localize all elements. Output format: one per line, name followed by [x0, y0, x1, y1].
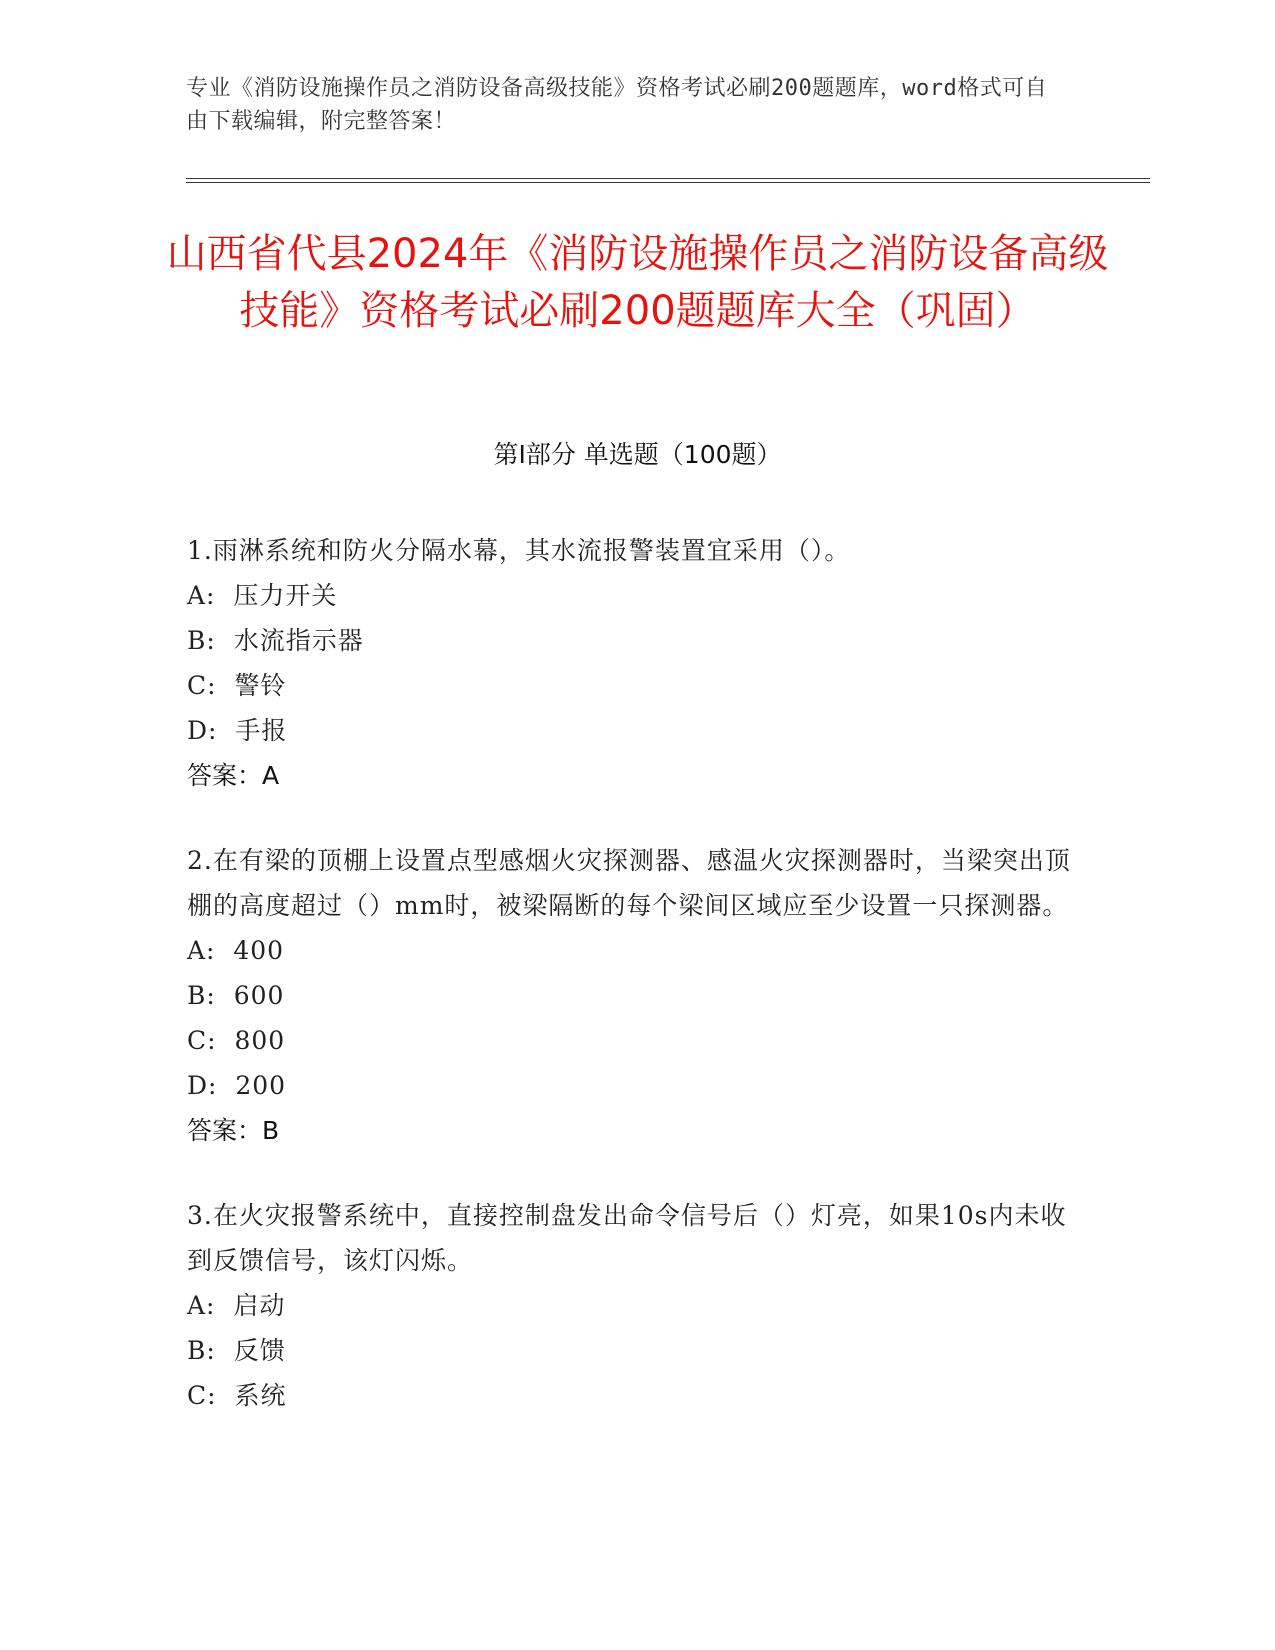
question-stem: 3.在火灾报警系统中，直接控制盘发出命令信号后（）灯亮，如果10s内未收到反馈信号，该灯闪烁。 — [187, 1201, 1067, 1275]
option-b: B: 反馈 — [187, 1336, 286, 1365]
question-2 — [187, 838, 1087, 1153]
option-a: A: 压力开关 — [187, 581, 338, 610]
question-1 — [187, 528, 1087, 798]
header-divider-top — [186, 178, 1150, 179]
option-a: A: 400 — [187, 936, 285, 965]
header-note: 专业《消防设施操作员之消防设备高级技能》资格考试必刷200题题库，word格式可自由下载编辑，附完整答案！ — [186, 76, 1048, 134]
option-d: D: 手报 — [187, 716, 288, 745]
option-b: B: 水流指示器 — [187, 626, 364, 655]
option-d: D: 200 — [187, 1071, 287, 1100]
answer: 答案：B — [187, 1116, 280, 1145]
question-list — [187, 528, 1087, 1458]
header-divider-bottom — [186, 182, 1150, 183]
option-c: C: 系统 — [187, 1381, 287, 1410]
option-c: C: 800 — [187, 1026, 286, 1055]
option-a: A: 启动 — [187, 1291, 286, 1320]
answer: 答案：A — [187, 761, 280, 790]
question-stem: 2.在有梁的顶棚上设置点型感烟火灾探测器、感温火灾探测器时，当梁突出顶棚的高度超过（）mm时，被梁隔断的每个梁间区域应至少设置一只探测器。 — [187, 846, 1071, 920]
option-c: C: 警铃 — [187, 671, 287, 700]
section-title: 第I部分 单选题（100题） — [493, 440, 782, 469]
question-3 — [187, 1193, 1087, 1418]
document-title: 山西省代县2024年《消防设施操作员之消防设备高级技能》资格考试必刷200题题库大全（巩固） — [166, 231, 1109, 334]
option-b: B: 600 — [187, 981, 285, 1010]
question-stem: 1.雨淋系统和防火分隔水幕，其水流报警装置宜采用（）。 — [187, 536, 851, 565]
